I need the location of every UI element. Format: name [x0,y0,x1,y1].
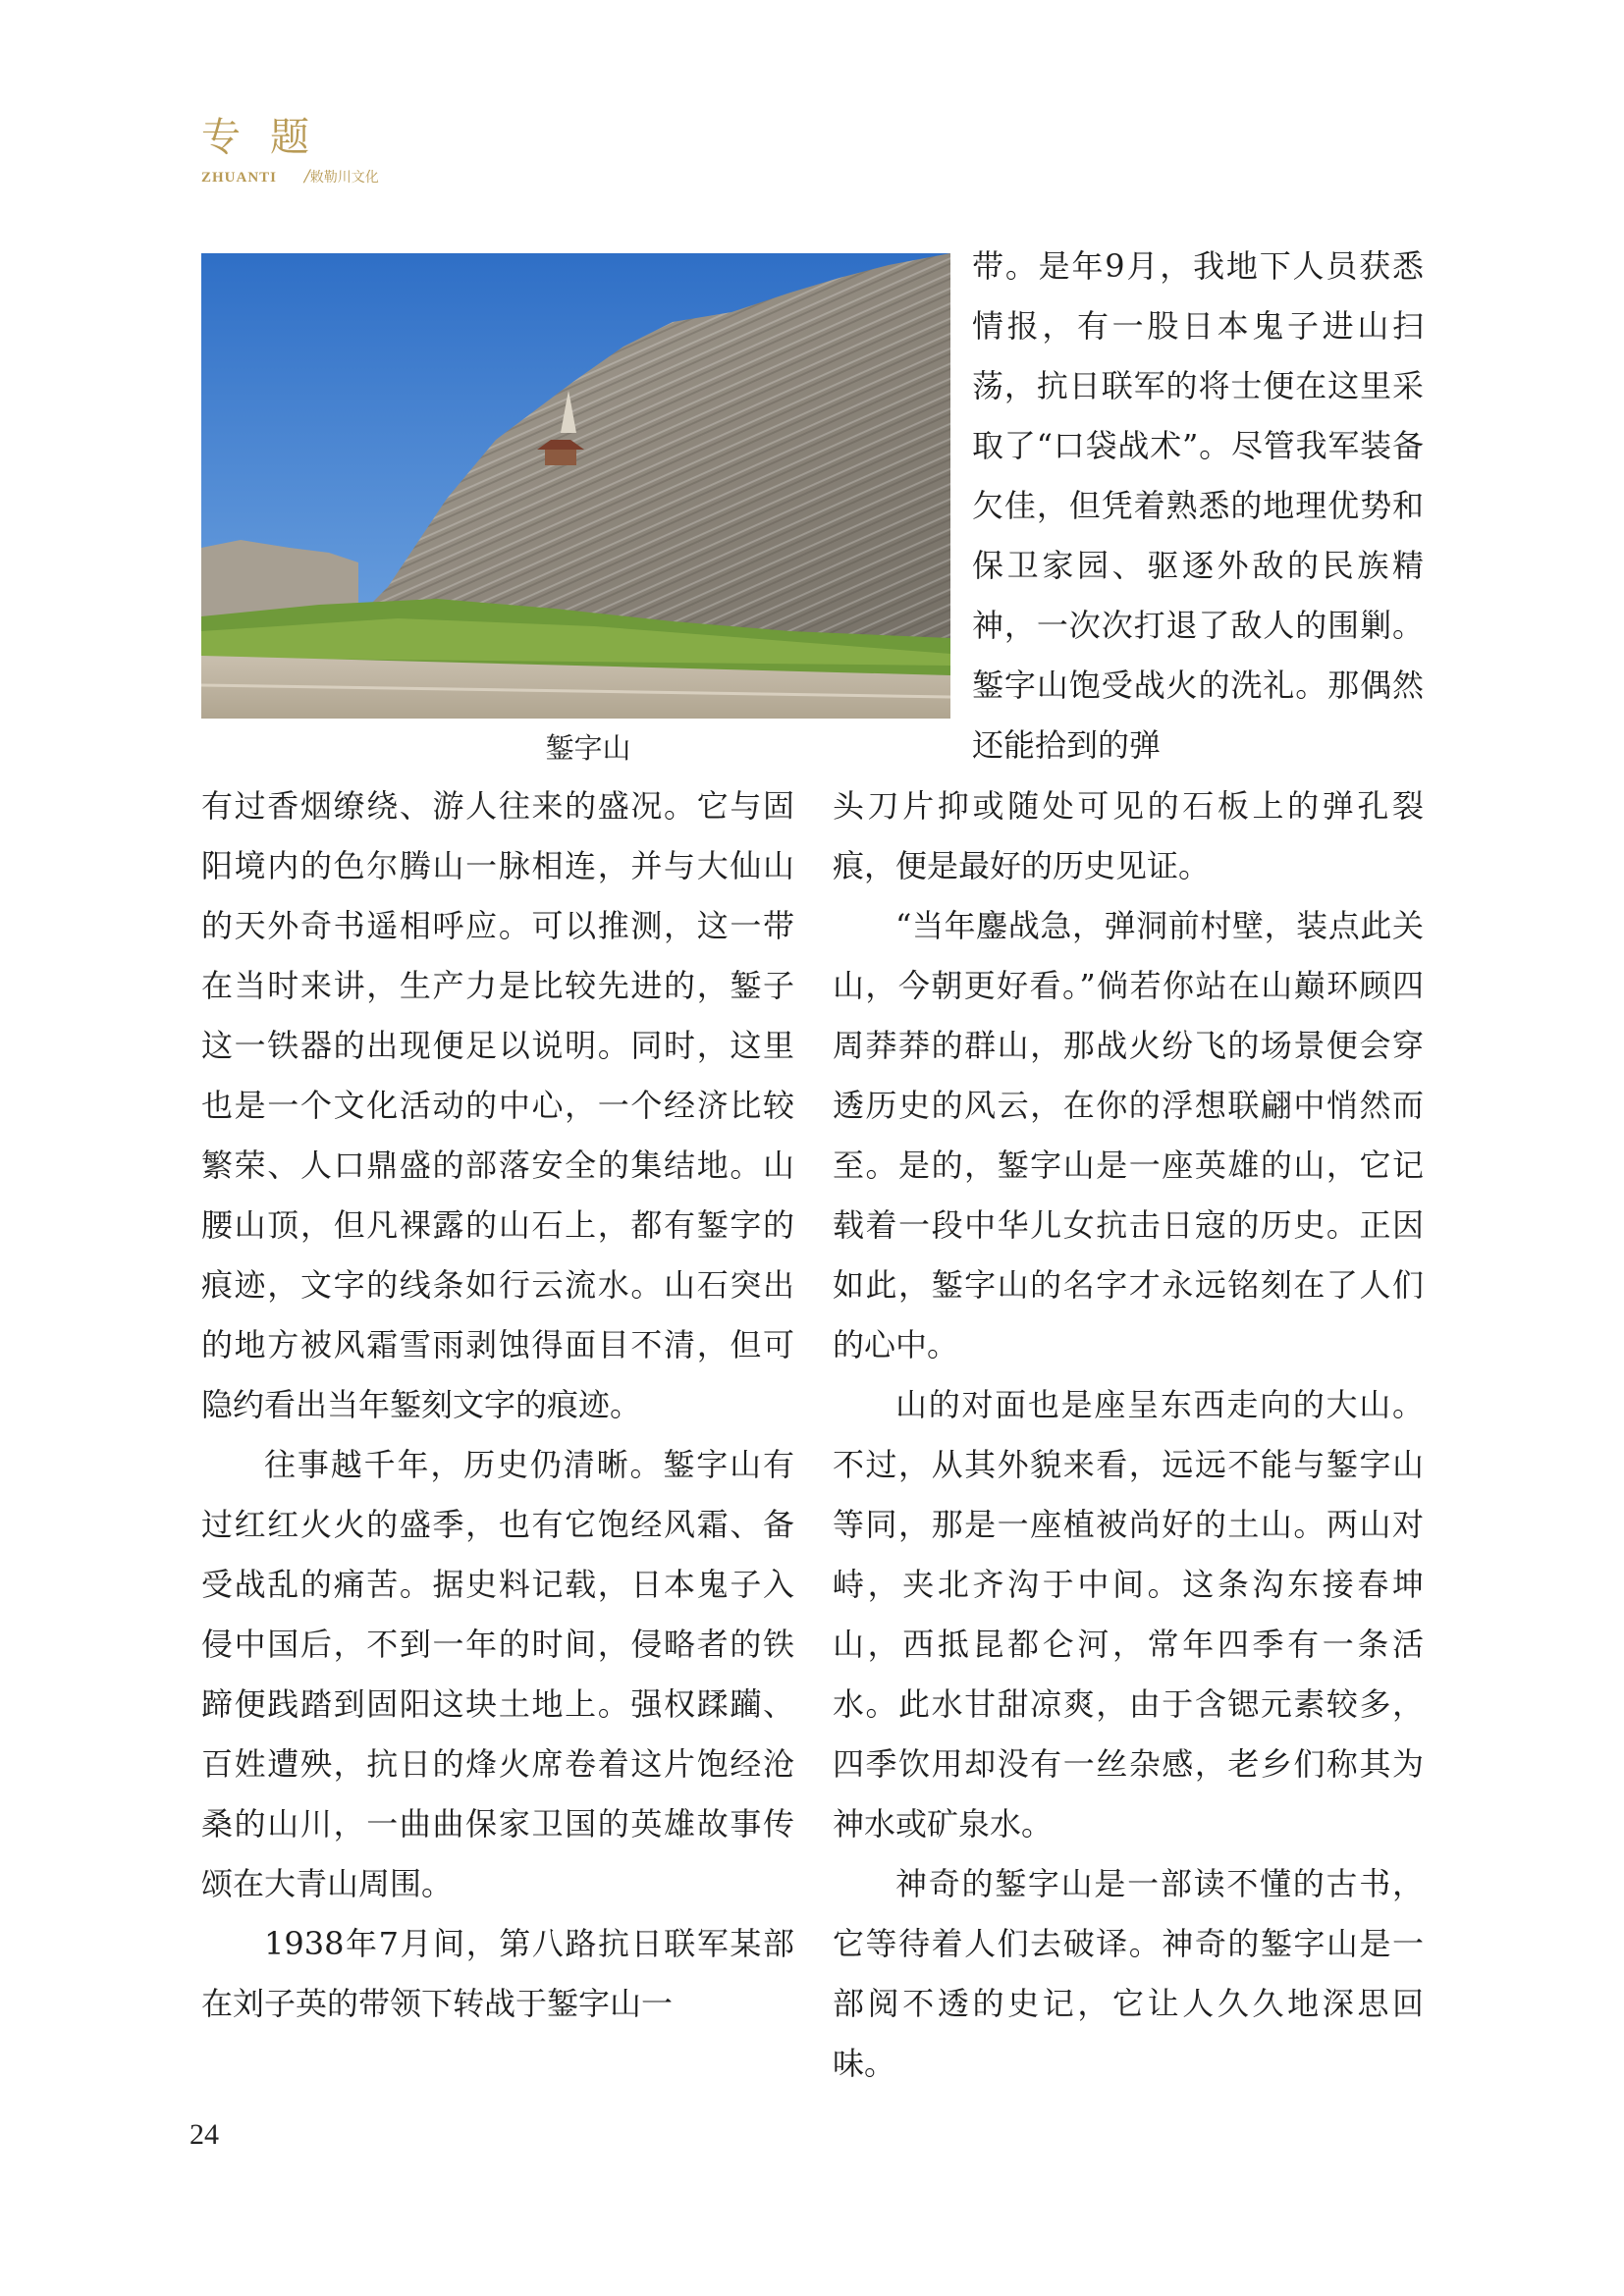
section-title: 专题 [201,115,339,160]
paragraph: 神奇的錾字山是一部读不懂的古书，它等待着人们去破译。神奇的錾字山是一部阅不透的史记，它让人久久地深思回味。 [833,1865,1424,2082]
section-pinyin: ZHUANTI [201,170,278,186]
left-column [201,776,794,2034]
paragraph: “当年鏖战急，弹洞前村壁，装点此关山，今朝更好看。”倘若你站在山巅环顾四周莽莽的群山，那战火纷飞的场景便会穿透历史的风云，在你的浮想联翩中悄然而至。是的，錾字山是一座英雄的山，它记载着一段中华儿女抗击日寇的历史。正因如此，錾字山的名字才永远铭刻在了人们的心中。 [833,907,1424,1363]
section-subtitle: 敕勒川文化 [309,170,379,186]
page-number: 24 [189,2118,219,2151]
paragraph: 头刀片抑或随处可见的石板上的弹孔裂痕，便是最好的历史见证。 [833,787,1424,884]
paragraph: 往事越千年，历史仍清晰。錾字山有过红红火火的盛季，也有它饱经风霜、备受战乱的痛苦。据史料记载，日本鬼子入侵中国后，不到一年的时间，侵略者的铁蹄便践踏到固阳这块土地上。强权蹂躏、百姓遭殃，抗日的烽火席卷着这片饱经沧桑的山川，一曲曲保家卫国的英雄故事传颂在大青山周围。 [201,1446,794,1902]
mountain-photo-drawing [201,253,950,719]
paragraph: 带。是年9月，我地下人员获悉情报，有一股日本鬼子进山扫荡，抗日联军的将士便在这里采取了“口袋战术”。尽管我军装备欠佳，但凭着熟悉的地理优势和保卫家园、驱逐外敌的民族精神，一次次打退了敌人的围剿。錾字山饱受战火的洗礼。那偶然还能拾到的弹 [972,247,1424,764]
right-column-top [972,237,1424,775]
photo-caption: 錾字山 [545,731,631,765]
pavilion-body [545,450,576,465]
page-header [201,116,379,187]
mountain-photo [201,253,950,719]
paragraph: 有过香烟缭绕、游人往来的盛况。它与固阳境内的色尔腾山一脉相连，并与大仙山的天外奇书遥相呼应。可以推测，这一带在当时来讲，生产力是比较先进的，錾子这一铁器的出现便足以说明。同时，这里也是一个文化活动的中心，一个经济比较繁荣、人口鼎盛的部落安全的集结地。山腰山顶，但凡裸露的山石上，都有錾字的痕迹，文字的线条如行云流水。山石突出的地方被风霜雪雨剥蚀得面目不清，但可隐约看出当年錾刻文字的痕迹。 [201,787,794,1423]
section-subline [201,167,379,187]
slash-divider: / [304,167,310,187]
right-column [833,776,1424,2094]
paragraph: 1938年7月间，第八路抗日联军某部在刘子英的带领下转战于錾字山一 [201,1925,794,2022]
paragraph: 山的对面也是座呈东西走向的大山。不过，从其外貌来看，远远不能与錾字山等同，那是一座植被尚好的土山。两山对峙，夹北齐沟于中间。这条沟东接春坤山，西抵昆都仑河，常年四季有一条活水。此水甘甜凉爽，由于含锶元素较多，四季饮用却没有一丝杂感，老乡们称其为神水或矿泉水。 [833,1386,1424,1842]
